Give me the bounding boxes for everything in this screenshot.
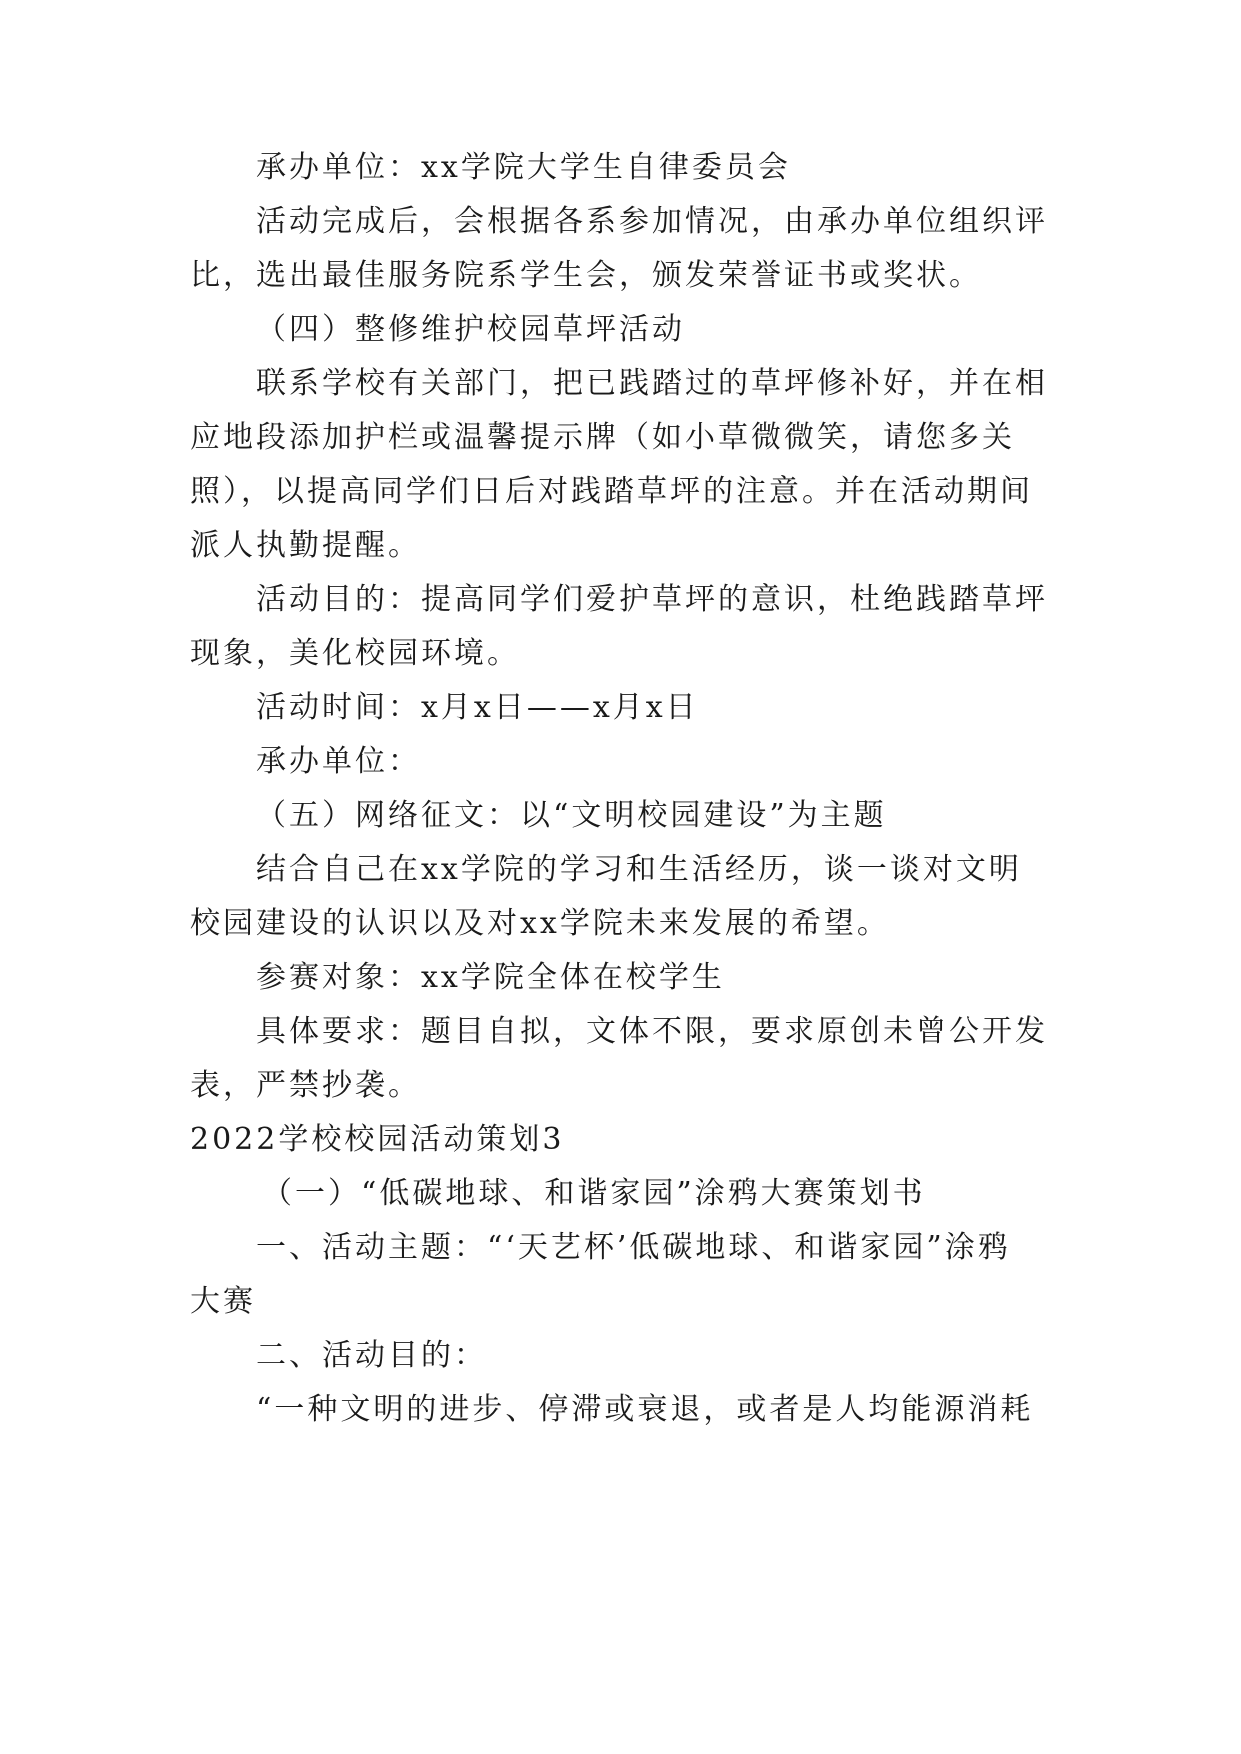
text-line: 活动目的：提高同学们爱护草坪的意识，杜绝践踏草坪 — [256, 582, 1048, 617]
text-line: 承办单位： — [256, 744, 421, 779]
document-heading: 2022学校校园活动策划3 — [190, 1122, 565, 1157]
section-heading: （四）整修维护校园草坪活动 — [256, 312, 685, 347]
section-heading: （五）网络征文：以“文明校园建设”为主题 — [256, 798, 887, 833]
text-line: 参赛对象：xx学院全体在校学生 — [256, 960, 725, 995]
text-line: 校园建设的认识以及对xx学院未来发展的希望。 — [190, 906, 890, 941]
text-line: 表，严禁抄袭。 — [190, 1068, 421, 1103]
text-line: 承办单位：xx学院大学生自律委员会 — [256, 150, 791, 185]
text-line: 现象，美化校园环境。 — [190, 636, 520, 671]
text-line: 比，选出最佳服务院系学生会，颁发荣誉证书或奖状。 — [190, 258, 982, 293]
text-line: “一种文明的进步、停滞或衰退，或者是人均能源消耗 — [256, 1392, 1034, 1427]
text-line: 具体要求：题目自拟，文体不限，要求原创未曾公开发 — [256, 1014, 1048, 1049]
text-line: 活动时间：x月x日——x月x日 — [256, 690, 699, 725]
text-line: 结合自己在xx学院的学习和生活经历，谈一谈对文明 — [256, 852, 1022, 887]
text-line: 大赛 — [190, 1284, 256, 1319]
text-line: 一、活动主题：“‘天艺杯’低碳地球、和谐家园”涂鸦 — [256, 1230, 1011, 1265]
text-line: 应地段添加护栏或温馨提示牌（如小草微微笑，请您多关 — [190, 420, 1015, 455]
text-line: 照），以提高同学们日后对践踏草坪的注意。并在活动期间 — [190, 474, 1033, 509]
text-line: 活动完成后，会根据各系参加情况，由承办单位组织评 — [256, 204, 1048, 239]
section-heading: （一）“低碳地球、和谐家园”涂鸦大赛策划书 — [262, 1176, 926, 1211]
text-line: 二、活动目的： — [256, 1338, 487, 1373]
text-line: 联系学校有关部门，把已践踏过的草坪修补好，并在相 — [256, 366, 1048, 401]
text-line: 派人执勤提醒。 — [190, 528, 421, 563]
